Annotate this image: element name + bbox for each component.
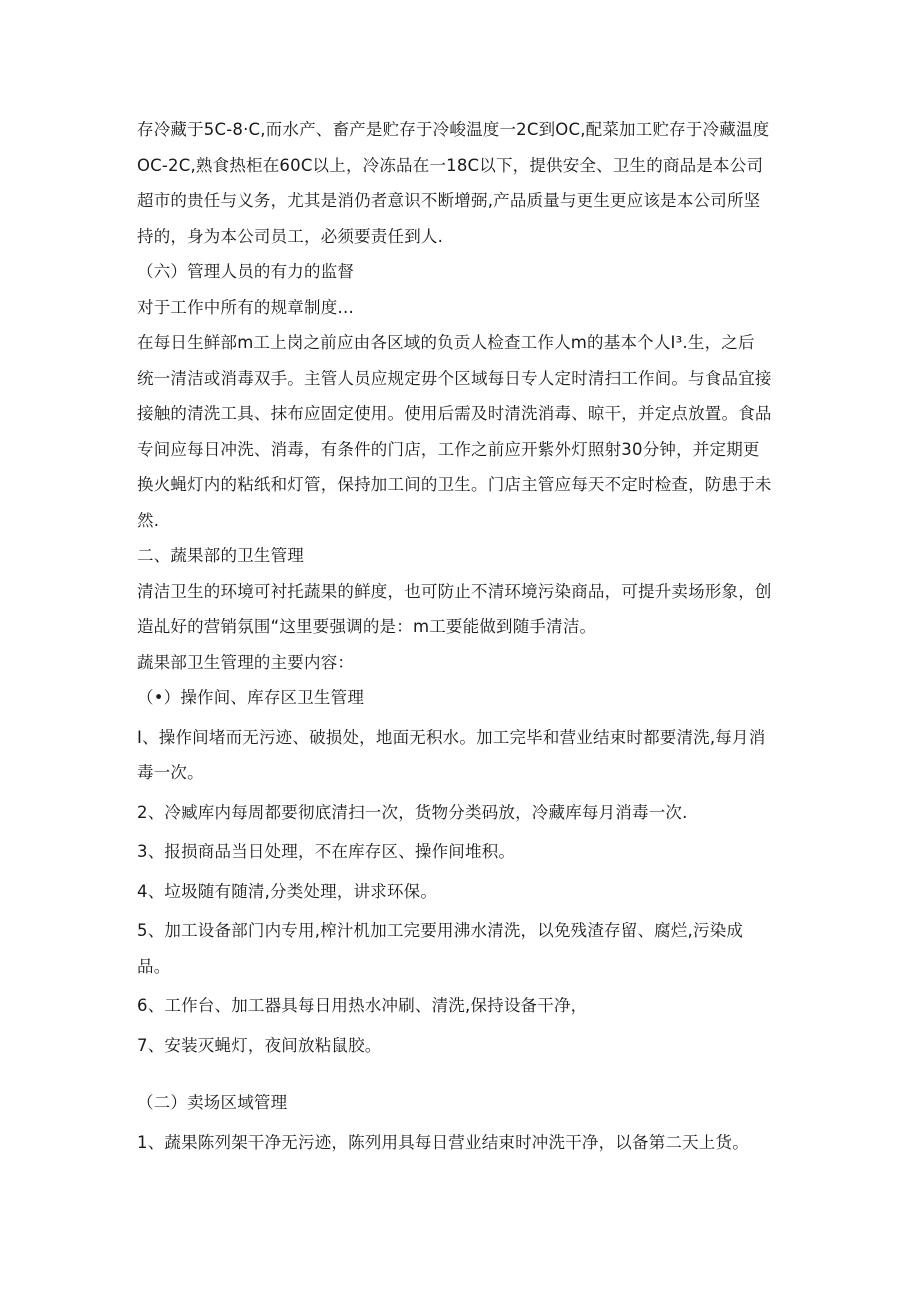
list-item: 4、垃圾随有随清,分类处理，讲求环保。	[137, 881, 438, 901]
list-item: 3、报损商品当日处理，不在库存区、操作间堆积。	[137, 842, 516, 861]
list-item-continuation: 毒一次。	[137, 763, 204, 782]
list-item: I、操作间堵而无污迹、破损处，地面无积水。加工完毕和营业结束时都要清洗,每月消	[137, 727, 766, 747]
text-line: 存冷藏于5C-8·C,而水产、畜产是贮存于冷峻温度一2C到OC,配菜加工贮存于冷藏温度	[137, 120, 770, 139]
text-line: 超市的贵任与义务，尤其是消仍者意识不断增弼,产品质量与更生更应该是本公司所坚	[137, 191, 761, 210]
section-heading: （六）管理人员的有力的监督	[137, 262, 355, 281]
text-line: 换火蝇灯内的粘纸和灯管，保持加工间的卫生。门店主管应每天不定时检查，防患于未	[137, 475, 772, 494]
text-line: 造乩好的营销氛围“这里要强调的是：m工要能做到随手清洁。	[137, 617, 597, 636]
list-item: 7、安装灭蝇灯，夜间放粘鼠胶。	[137, 1035, 382, 1055]
section-heading: 二、蔬果部的卫生管理	[137, 546, 304, 565]
section-heading: （二）卖场区域管理	[137, 1093, 288, 1112]
text-line: 蔬果部卫生管理的主要内容：	[137, 652, 355, 672]
list-item-continuation: 品。	[137, 956, 171, 976]
text-line: OC-2C,熟食热柜在60C以上，冷冻品在一18C以下，提供安全、卫生的商品是本公司	[137, 155, 764, 175]
text-line: 专间应每日冲洗、消毒，有条件的门店，工作之前应开紫外灯照射30分钟，并定期更	[137, 439, 760, 459]
text-line: 接触的清洗工具、抹布应固定使用。使用后需及时清洗消毒、晾干，并定点放置。食品	[137, 404, 772, 423]
list-item: 6、工作台、加工器具每日用热水冲刷、清洗,保持设备干净，	[137, 996, 588, 1015]
text-line: 持的，身为本公司员工，必须要责任到人.	[137, 226, 444, 246]
text-line: 对于工作中所有的规章制度…	[137, 297, 355, 317]
list-item: 1、蔬果陈列架干净无污迹，陈列用具每日营业结束时冲洗干净，以备第二天上货。	[137, 1132, 749, 1152]
text-line: 统一清洁或消毒双手。主管人员应规定毋个区域每日专人定时清扫工作间。与食品宜接	[137, 368, 772, 388]
list-item: 5、加工设备部门内专用,榨汁机加工完要用沸水清洗，以免残渣存留、腐烂,污染成	[137, 921, 744, 940]
text-line: 清洁卫生的环境可衬托蔬果的鲜度，也可防止不清环境污染商品，可提升卖场形象，创	[137, 581, 772, 601]
text-line: 在每日生鲜部m工上岗之前应由各区域的负贡人检查工作人m的基本个人I³.生，之后	[137, 333, 755, 352]
text-line: 然.	[137, 510, 160, 530]
document-page	[137, 112, 787, 1160]
section-heading: （•）操作间、库存区卫生管理	[137, 688, 365, 707]
list-item: 2、冷臧库内每周都要彻底清扫一次，货物分类码放，冷藏库每月消毒一次.	[137, 802, 688, 822]
